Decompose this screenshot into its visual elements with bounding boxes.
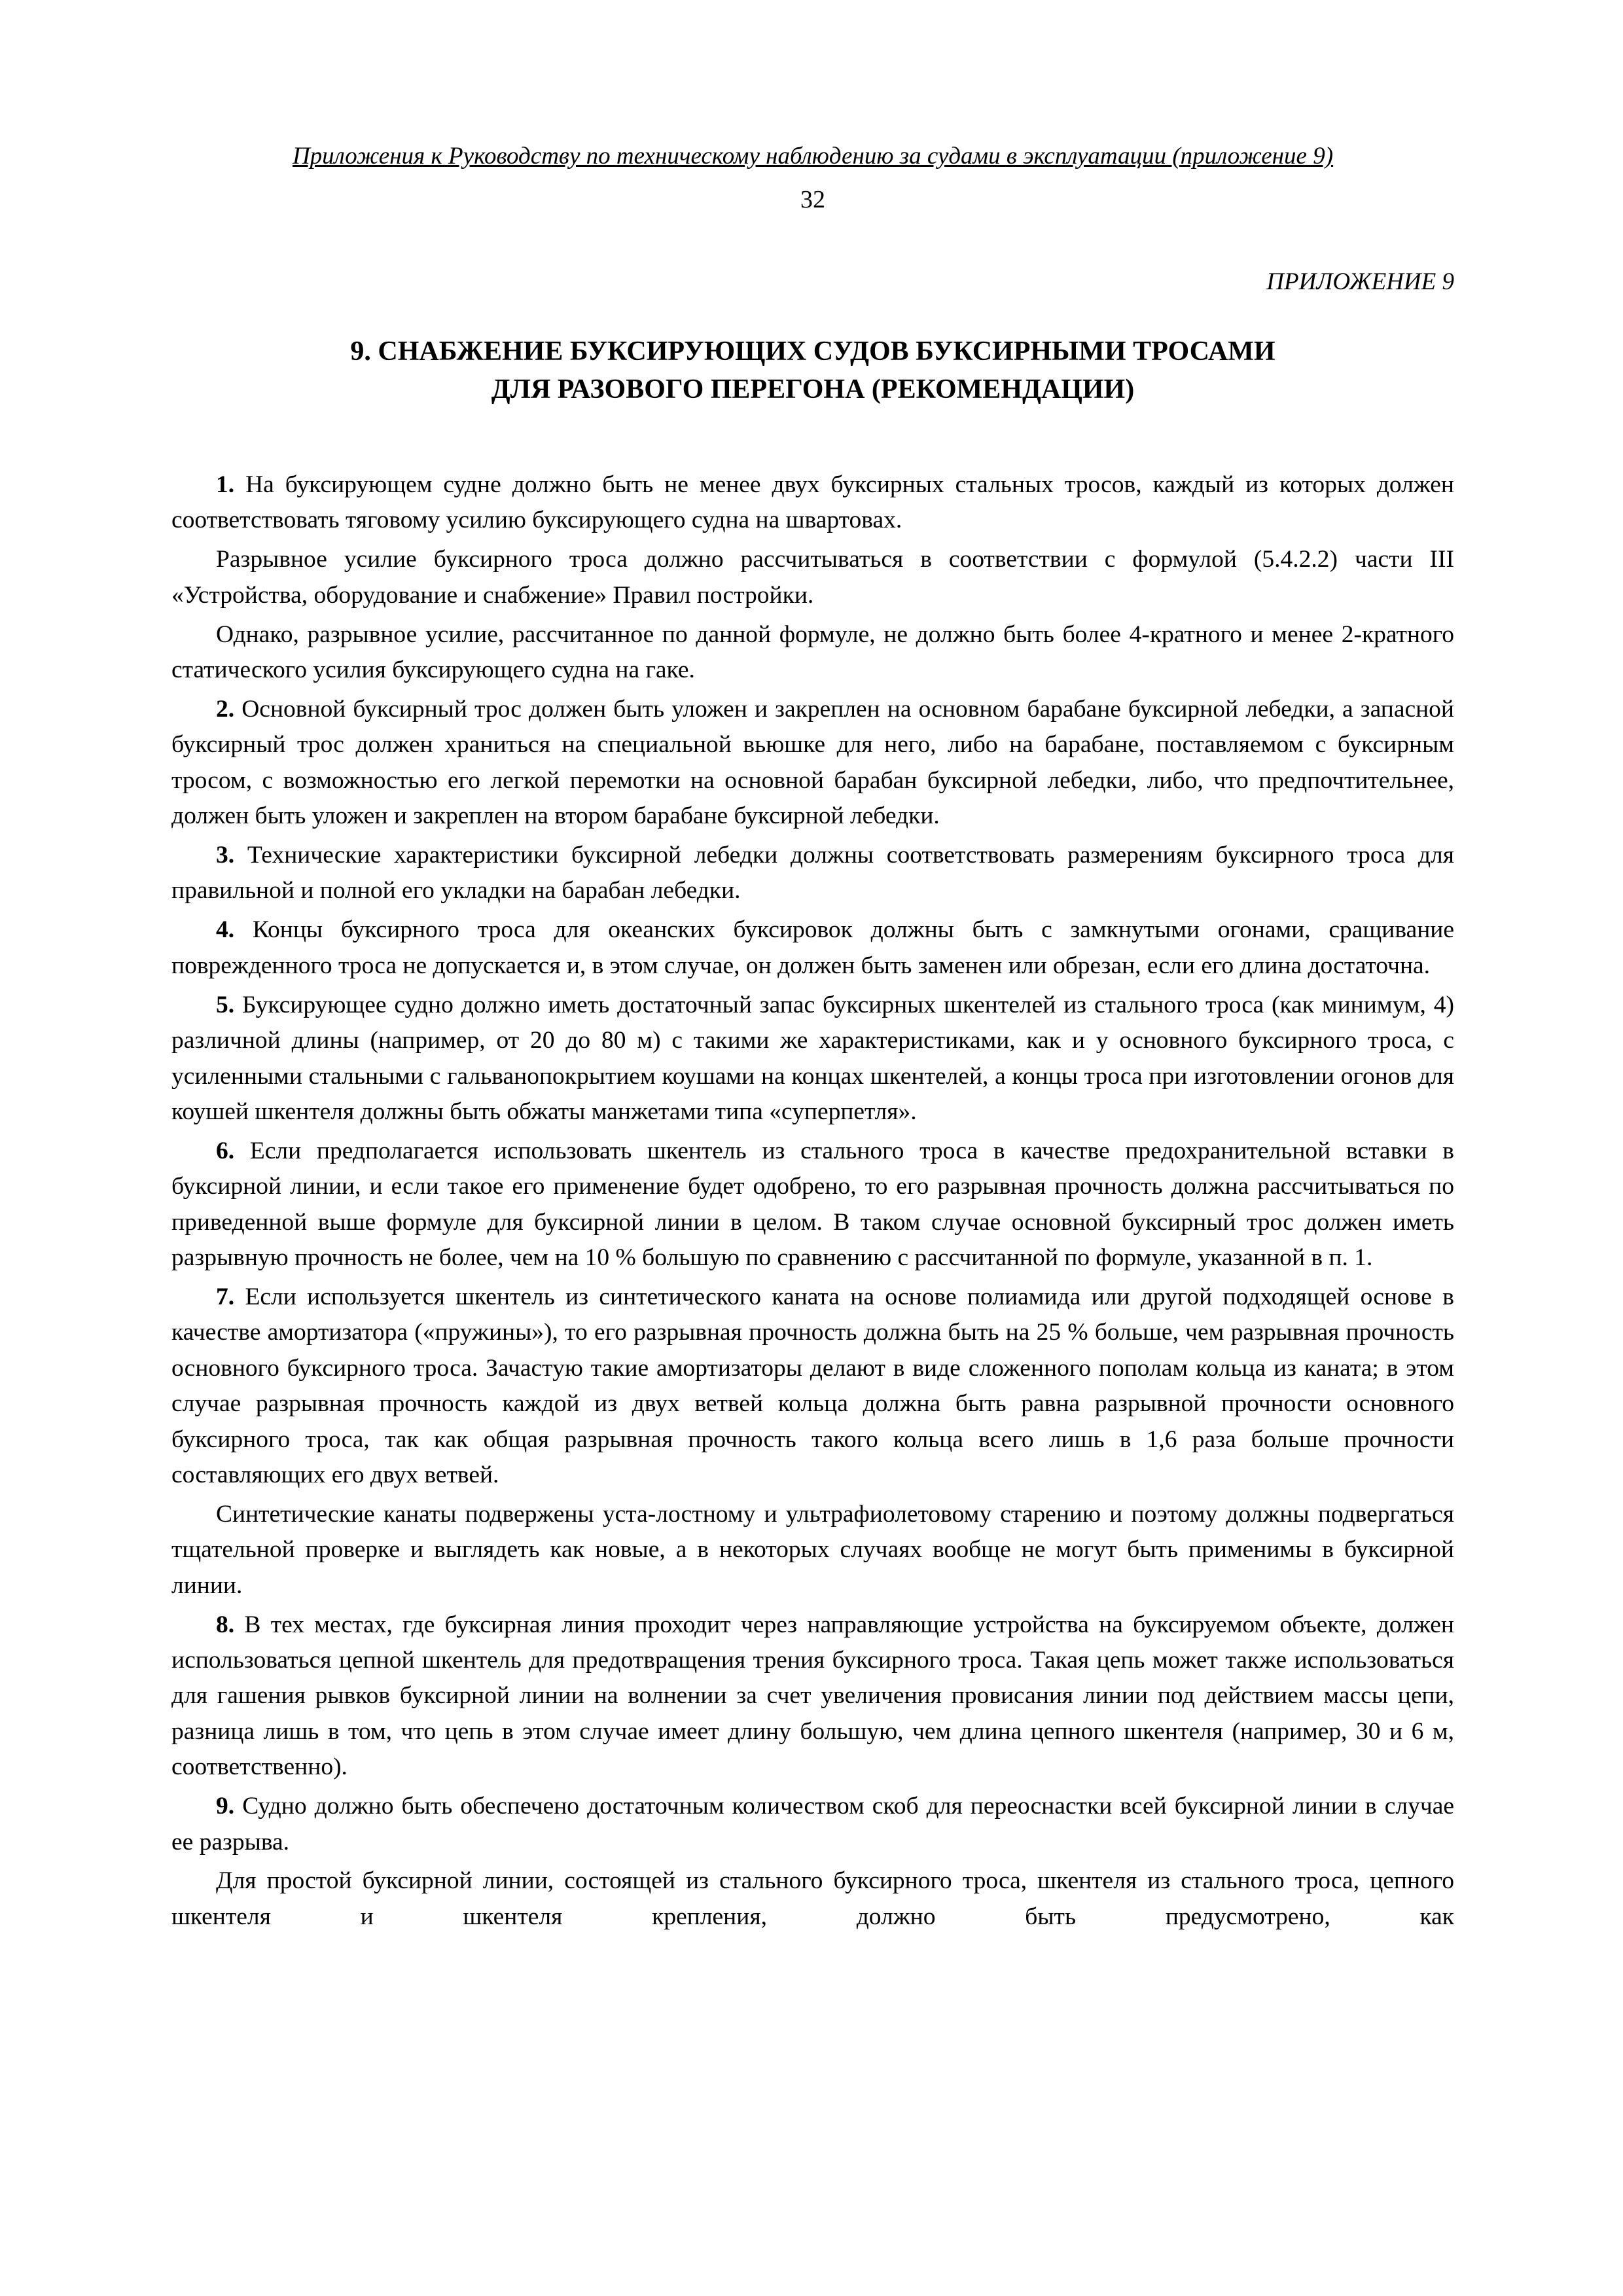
section-title (171, 332, 1454, 408)
paragraph-number: 3. (216, 842, 235, 869)
paragraph-number: 5. (216, 991, 235, 1018)
page-number: 32 (800, 186, 825, 213)
section-title-line-1: 9. СНАБЖЕНИЕ БУКСИРУЮЩИХ СУДОВ БУКСИРНЫМИ ТРОСАМИ (350, 336, 1275, 367)
paragraph-number: 8. (216, 1611, 235, 1638)
paragraph-text: Если используется шкентель из синтетического каната на основе полиамида или другой подходящей основе в качестве амортизатора («пружины»), то его разрывная прочность должна быть на 25 % больше, чем разрывная прочность основного буксирного троса. Зачастую такие амортизаторы делают в виде сложенного пополам кольца из каната; в этом случае разрывная прочность каждой из двух ветвей кольца должна быть равна разрывной прочности основного буксирного троса, так как общая разрывная прочность такого кольца всего лишь в 1,6 раза больше прочности составляющих его двух ветвей. (171, 1283, 1454, 1488)
paragraph-text: Концы буксирного троса для океанских буксировок должны быть с замкнутыми огонами, сращивание поврежденного троса не допускается и, в этом случае, он должен быть заменен или обрезан, если его длина достаточна. (171, 916, 1454, 979)
paragraph-text: Основной буксирный трос должен быть уложен и закреплен на основном барабане буксирной лебедки, а запасной буксирный трос должен храниться на специальной вьюшке для него, либо на барабане, поставляемом с буксирным тросом, с возможностью его легкой перемотки на основной барабан буксирной лебедки, либо, что предпочтительнее, должен быть уложен и закреплен на втором барабане буксирной лебедки. (171, 695, 1454, 830)
paragraph-3 (171, 838, 1454, 909)
paragraph-text: Для простой буксирной линии, состоящей из стального буксирного троса, шкентеля из стального троса, цепного шкентеля и шкентеля крепления, должно быть предусмотрено, как (171, 1867, 1454, 1930)
paragraph-text: Если предполагается использовать шкентель из стального троса в качестве предохранительной вставки в буксирной линии, и если такое его применение будет одобрено, то его разрывная прочность должна рассчитываться по приведенной выше формуле для буксирной линии в целом. В таком случае основной буксирный трос должен иметь разрывную прочность не более, чем на 10 % большую по сравнению с рассчитанной по формуле, указанной в п. 1. (171, 1137, 1454, 1272)
section-title-line-2: ДЛЯ РАЗОВОГО ПЕРЕГОНА (РЕКОМЕНДАЦИИ) (491, 374, 1135, 404)
paragraph-1-breaking-load (171, 542, 1454, 613)
paragraph-text: Однако, разрывное усилие, рассчитанное по данной формуле, не должно быть более 4-кратного и менее 2-кратного статического усилия буксирующего судна на гаке. (171, 620, 1454, 684)
paragraph-text: Разрывное усилие буксирного троса должно рассчитываться в соответствии с формулой (5.4.2.2) части III «Устройства, оборудование и снабжение» Правил постройки. (171, 546, 1454, 609)
paragraph-6 (171, 1134, 1454, 1276)
paragraph-number: 2. (216, 695, 235, 723)
paragraph-1-limits (171, 617, 1454, 689)
paragraph-number: 4. (216, 916, 235, 944)
paragraph-text: На буксирующем судне должно быть не менее двух буксирных стальных тросов, каждый из которых должен соответствовать тяговому усилию буксирующего судна на швартовах. (171, 471, 1454, 534)
paragraph-text: Буксирующее судно должно иметь достаточный запас буксирных шкентелей из стального троса (как минимум, 4) различной длины (например, от 20 до 80 м) с такими же характеристиками, как и у основного буксирного троса, с усиленными стальными с гальванопокрытием коушами на концах шкентелей, а концы троса при изготовлении огонов для коушей шкентеля должны быть обжаты манжетами типа «суперпетля». (171, 991, 1454, 1125)
paragraph-text: Синтетические канаты подвержены уста-лостному и ультрафиолетовому старению и поэтому должны подвергаться тщательной проверке и выглядеть как новые, а в некоторых случаях вообще не могут быть применимы в буксирной линии. (171, 1500, 1454, 1599)
paragraph-8 (171, 1607, 1454, 1785)
paragraph-number: 7. (216, 1283, 235, 1310)
paragraph-text: Технические характеристики буксирной лебедки должны соответствовать размерениям буксирного троса для правильной и полной его укладки на барабан лебедки. (171, 842, 1454, 905)
paragraph-9 (171, 1789, 1454, 1860)
paragraph-text: В тех местах, где буксирная линия проходит через направляющие устройства на буксируемом объекте, должен использоваться цепной шкентель для предотвращения трения буксирного троса. Такая цепь может также использоваться для гашения рывков буксирной линии на волнении за счет увеличения провисания линии под действием массы цепи, разница лишь в том, что цепь в этом случае имеет длину большую, чем длина цепного шкентеля (например, 30 и 6 м, соответственно). (171, 1611, 1454, 1781)
paragraph-number: 6. (216, 1137, 235, 1164)
body-text (171, 467, 1454, 1939)
paragraph-7 (171, 1280, 1454, 1493)
paragraph-5 (171, 988, 1454, 1130)
paragraph-number: 1. (216, 471, 235, 498)
paragraph-9-continued (171, 1863, 1454, 1935)
paragraph-text: Судно должно быть обеспечено достаточным количеством скоб для переоснастки всей буксирной линии в случае ее разрыва. (171, 1793, 1454, 1856)
paragraph-number: 9. (216, 1793, 235, 1820)
paragraph-2 (171, 692, 1454, 834)
paragraph-1 (171, 467, 1454, 539)
running-header: Приложения к Руководству по техническому наблюдению за судами в эксплуатации (приложение 9) (292, 143, 1334, 170)
paragraph-7-synthetic (171, 1497, 1454, 1604)
appendix-label: ПРИЛОЖЕНИЕ 9 (1266, 268, 1454, 295)
paragraph-4 (171, 912, 1454, 984)
